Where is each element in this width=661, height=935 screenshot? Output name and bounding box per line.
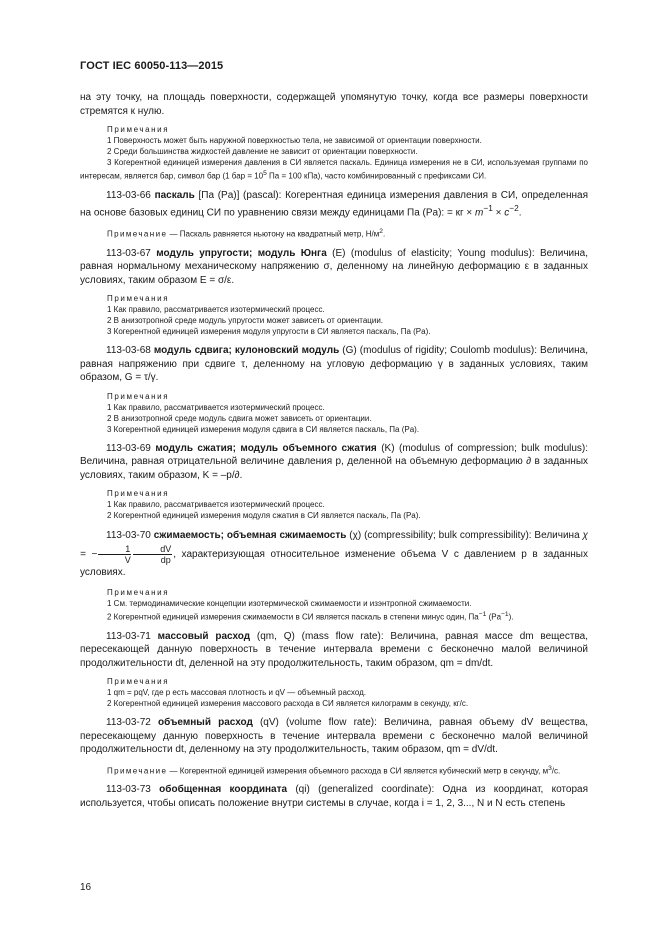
notes-heading: Примечания (107, 489, 170, 499)
term-entry-mass-flow: 113-03-71 массовый расход (qm, Q) (mass flow rate): Величина, равная массе dm вещества, пересекающей данную поверхность в течение интервала времени с бесконечно малой величиной продолжительности dt, деленной на эту продолжительность, таким образом, qm = dm/dt. (80, 630, 588, 669)
note-item: 2 В анизотропной среде модуль сдвига может зависеть от ориентации. (107, 413, 372, 423)
note-item: 1 См. термодинамические концепции изотермической сжимаемости и изэнтропной сжимаемости. (107, 599, 472, 609)
term-name: паскаль (154, 189, 195, 201)
note-item: 3 Когерентной единицей измерения модуля сдвига в СИ является паскаль, Па (Pa). (107, 424, 420, 434)
term-name: модуль упругости; модуль Юнга (156, 247, 327, 259)
page-number: 16 (80, 882, 92, 893)
notes-heading: Примечания (107, 125, 170, 134)
page-content (80, 91, 588, 810)
note-item: 1 Как правило, рассматривается изотермический процесс. (107, 402, 325, 412)
term-name: объемный расход (157, 717, 253, 729)
note-item: 2 Среди большинства жидкостей давление не зависит от ориентации поверхности. (107, 147, 418, 156)
term-number: 113-03-70 (106, 530, 151, 542)
term-number: 113-03-67 (106, 247, 151, 259)
term-number: 113-03-66 (106, 189, 151, 201)
term-number: 113-03-72 (106, 717, 151, 729)
term-entry-volume-flow: 113-03-72 объемный расход (qV) (volume flow rate): Величина, равная объему dV вещества, пересекающему данную поверхность в течение интервала времени с бесконечно малой величиной продолжительности dt, деленному на эту продолжительность, таким образом, qm = dV/dt. (80, 717, 588, 756)
term-number: 113-03-68 (106, 345, 151, 357)
term-entry-pascal: 113-03-66 паскаль [Па (Pa)] (pascal): Когерентная единица измерения давления в СИ, определенная на основе базовых единиц СИ по уравнению связи между единицами Па (Pa): = кг × $m^{-1} \times с^{-2}$. (80, 189, 589, 219)
note-item: 3 Когерентной единицей измерения модуля упругости в СИ является паскаль, Па (Pa). (107, 327, 431, 337)
note-item: 3 Когерентной единицей измерения давления в СИ является паскаль. Единица измерения не в СИ, используемая группами по интересам, является бар, символ бар (1 бар = $10^5$ Па = 100 кПа), часто комбинированный с префиксами СИ. (80, 158, 588, 181)
page-header: ГОСТ IEC 60050-113—2015 (80, 60, 224, 72)
term-entry-compression: 113-03-69 модуль сжатия; модуль объемного сжатия (K) (modulus of compression; bulk modulus): Величина, равная отрицательной величине давления p, деленной на объемную деформацию ∂ в заданных условиях, таким образом, K = –p/∂. (80, 442, 589, 481)
notes-heading: Примечания (107, 294, 170, 304)
notes-heading: Примечания (107, 677, 170, 687)
note-item: 1 Поверхность может быть наружной поверхностью тела, не зависимой от ориентации поверхности. (107, 136, 482, 145)
note-item: 1 qm = pqV, где p есть массовая плотность и qV — объемный расход. (107, 688, 366, 698)
note-item: 2 Когерентной единицей измерения сжимаемости в СИ является паскаль в степени минус один, $Па^{-1}$ $(Pa^{-1})$. (107, 611, 514, 622)
term-name: обобщенная координата (159, 784, 288, 796)
term-name: массовый расход (157, 630, 251, 642)
notes-heading: Примечания (107, 391, 170, 401)
note-item: 2 Когерентной единицей измерения массового расхода в СИ является килограмм в секунду, кг/с. (107, 699, 469, 709)
term-entry-elasticity: 113-03-67 модуль упругости; модуль Юнга (E) (modulus of elasticity; Young modulus): Величина, равная нормальному механическому напряжению σ, деленному на линейную деформацию ε в заданных условиях, таким образом E = σ/ε. (80, 247, 588, 286)
note-item: 2 В анизотропной среде модуль упругости может зависеть от ориентации. (107, 316, 384, 326)
notes-heading: Примечания (107, 588, 170, 598)
intro-paragraph: на эту точку, на площадь поверхности, содержащей упомянутую точку, когда все размеры поверхности стремятся к нулю. (80, 92, 588, 117)
term-entry-generalized: 113-03-73 обобщенная координата (qi) (generalized coordinate): Одна из координат, которая используется, чтобы описать положение внутри системы в случае, когда i = 1, 2, 3..., N и N есть степень (80, 784, 588, 809)
term-number: 113-03-73 (106, 784, 151, 796)
term-number: 113-03-71 (106, 630, 151, 642)
term-number: 113-03-69 (106, 442, 151, 454)
note-single: Примечание — Паскаль равняется ньютону на квадратный метр, $Н/м^2$. (107, 227, 386, 239)
term-entry-rigidity: 113-03-68 модуль сдвига; кулоновский модуль (G) (modulus of rigidity; Coulomb modulus): Величина, равная напряжению при сдвиге τ, деленному на угловую деформацию γ в заданных условиях, таким образом, G = τ/γ. (80, 345, 589, 384)
note-single: Примечание — Когерентной единицей измерения объемного расхода в СИ является кубический метр в секунду, $м^3/с$. (107, 764, 561, 776)
formula: χ = − $\frac{1}{V}$ $\frac{dV}{dp}$ (80, 530, 588, 566)
term-name: модуль сжатия; модуль объемного сжатия (155, 442, 377, 454)
note-item: 2 Когерентной единицей измерения модуля сжатия в СИ является паскаль, Па (Pa). (107, 511, 421, 521)
term-name: модуль сдвига; кулоновский модуль (153, 345, 340, 357)
note-item: 1 Как правило, рассматривается изотермический процесс. (107, 500, 325, 510)
term-entry-compressibility: 113-03-70 сжимаемость; объемная сжимаемость (χ) (compressibility; bulk compressibility): Величина χ = − $\frac{1}{V}$ $\frac{dV}{dp}$ , характеризующая относительное изменение объема V с давлением p в заданных условиях. (80, 530, 588, 579)
term-name: сжимаемость; объемная сжимаемость (153, 530, 347, 542)
note-item: 1 Как правило, рассматривается изотермический процесс. (107, 305, 325, 315)
